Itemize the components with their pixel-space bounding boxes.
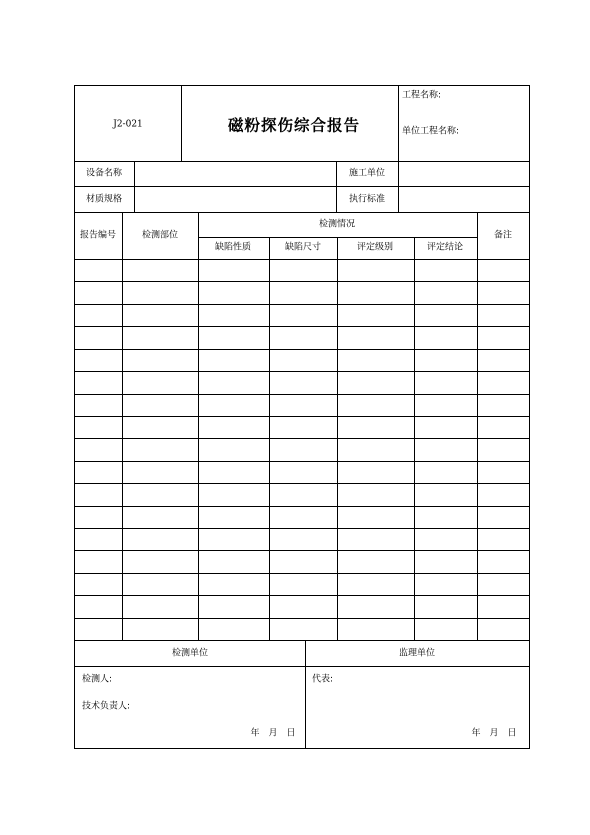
table-row-line: [74, 349, 530, 350]
table-row-line: [74, 304, 530, 305]
col-line-1: [122, 212, 123, 640]
table-row-line: [74, 438, 530, 439]
info-label-divider: [134, 161, 135, 212]
table-row-line: [74, 416, 530, 417]
table-row-line: [74, 371, 530, 372]
defect-nature-header: 缺陷性质: [214, 242, 252, 253]
report-no-header: 报告编号: [79, 230, 117, 241]
col-line-2: [198, 212, 199, 640]
page-title: 磁粉探伤综合报告: [227, 116, 361, 135]
table-row-line: [74, 573, 530, 574]
date-left: 年 月 日: [250, 728, 296, 739]
table-row-line: [74, 595, 530, 596]
table-row-line: [74, 281, 530, 282]
table-row-line: [74, 326, 530, 327]
form-code: J2-021: [113, 119, 143, 130]
table-header-bottom-line: [74, 259, 530, 260]
rating-conclusion-header: 评定结论: [426, 242, 464, 253]
situation-header: 检测情况: [318, 219, 356, 230]
table-row-line: [74, 618, 530, 619]
info-right-divider: [398, 161, 399, 212]
defect-size-header: 缺陷尺寸: [284, 242, 322, 253]
tester-label: 检测人:: [82, 674, 113, 685]
construction-unit-label: 施工单位: [348, 168, 386, 179]
col-line-6: [477, 212, 478, 640]
equipment-name-label: 设备名称: [85, 168, 123, 179]
info-mid-divider: [336, 161, 337, 212]
representative-label: 代表:: [312, 674, 334, 685]
form-outer-border: [74, 85, 530, 749]
position-header: 检测部位: [141, 230, 179, 241]
table-row-line: [74, 550, 530, 551]
header-divider-right: [398, 85, 399, 161]
table-row-line: [74, 506, 530, 507]
header-divider-left: [181, 85, 182, 161]
testing-unit-label: 检测单位: [171, 648, 209, 659]
unit-project-name-label: 单位工程名称:: [402, 126, 460, 137]
supervision-unit-label: 监理单位: [398, 648, 436, 659]
material-spec-label: 材质规格: [85, 194, 123, 205]
table-row-line: [74, 483, 530, 484]
remark-header: 备注: [493, 230, 513, 241]
standard-label: 执行标准: [348, 194, 386, 205]
info-bottom-line: [74, 212, 530, 213]
footer-header-line: [74, 666, 530, 667]
header-bottom-line: [74, 161, 530, 162]
info-row-line: [74, 186, 530, 187]
tech-lead-label: 技术负责人:: [82, 701, 131, 712]
rating-level-header: 评定级别: [356, 242, 394, 253]
date-right: 年 月 日: [471, 728, 517, 739]
table-row-line: [74, 461, 530, 462]
footer-top-line: [74, 640, 530, 641]
table-row-line: [74, 394, 530, 395]
footer-center-divider: [305, 640, 306, 749]
table-row-line: [74, 528, 530, 529]
project-name-label: 工程名称:: [402, 90, 442, 101]
